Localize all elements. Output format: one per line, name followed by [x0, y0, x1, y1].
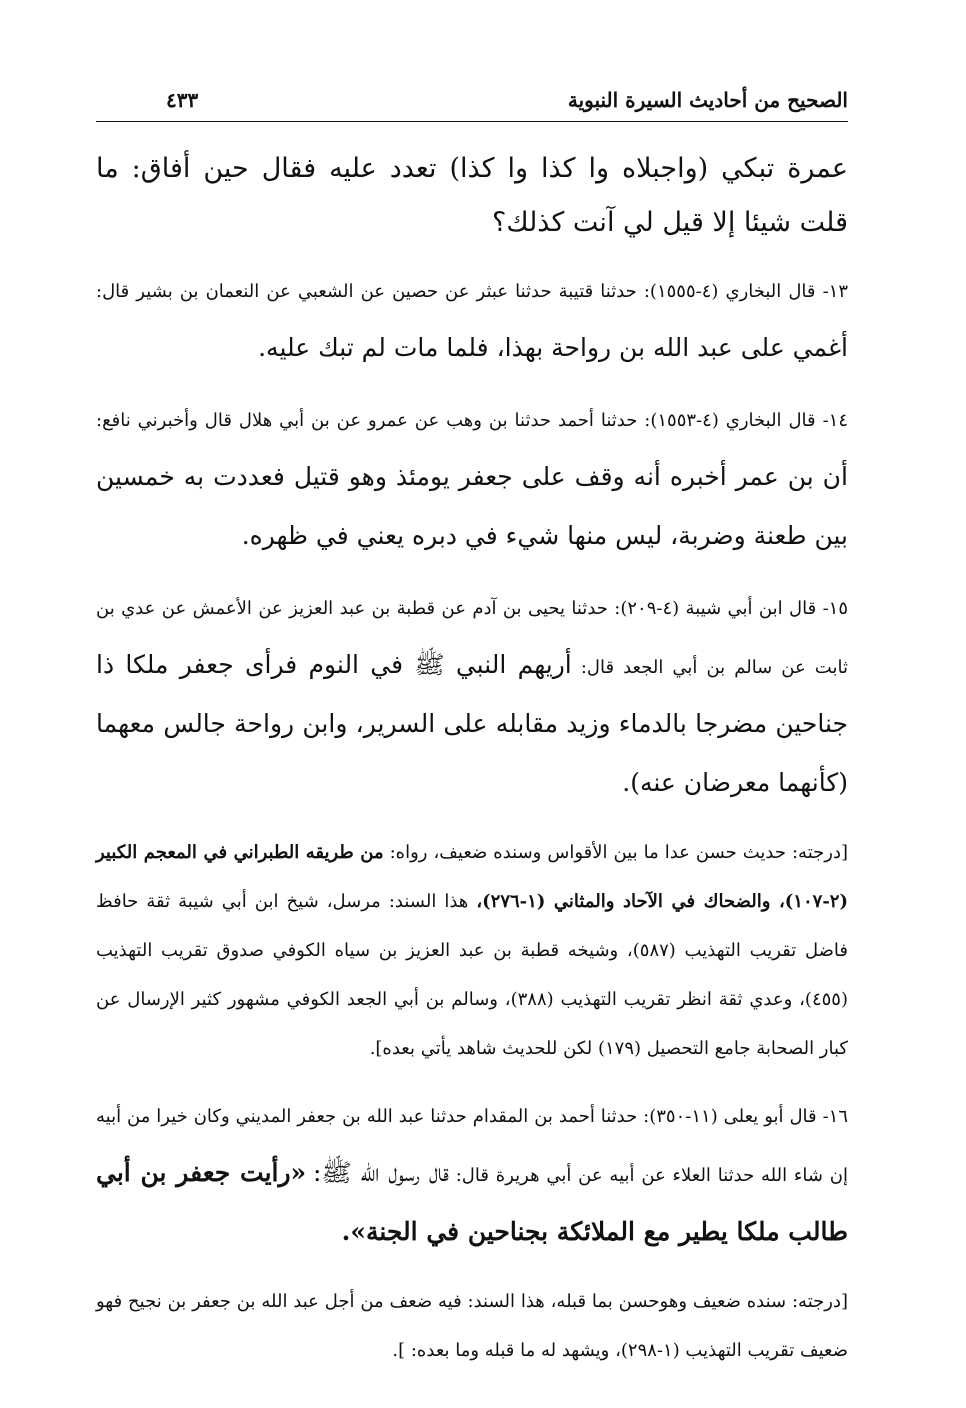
grading-note-16: [96, 1277, 848, 1375]
grading-note-15: [96, 828, 848, 1073]
hadith-15: [96, 581, 848, 814]
page-number: ٤٣٣: [156, 88, 208, 112]
hadith-15-matn: أريهم النبي ﷺ في النوم فرأى جعفر ملكا ذا جناحين مضرجا بالدماء وزيد مقابله على السرير، وابن رواحة جالس معهما (كأنهما معرضان عنه).: [96, 650, 848, 797]
note-15-intro: [درجته: حديث حسن عدا ما بين الأقواس وسنده ضعيف، رواه:: [389, 842, 848, 863]
hadith-13: [96, 264, 848, 379]
note-15-sources: من طريقه الطبراني في المعجم الكبير (٢-١٠٧)، والضحاك في الآحاد والمثاني (١-٢٧٦)،: [96, 842, 848, 912]
hadith-14-isnad: ١٤- قال البخاري (٤-١٥٥٣): حدثنا أحمد حدثنا بن وهب عن عمرو عن بن أبي هلال قال وأخبرني نافع:: [96, 410, 848, 431]
paragraph-text: عمرة تبكي (واجبلاه وا كذا وا كذا) تعدد عليه فقال حين أفاق: ما قلت شيئا إلا قيل لي آنت كذلك؟: [96, 153, 848, 238]
note-15-analysis: هذا السند: مرسل، شيخ ابن أبي شيبة ثقة حافظ فاضل تقريب التهذيب (٥٨٧)، وشيخه قطبة بن عبد العزيز بن سياه الكوفي صدوق تقريب التهذيب (٤٥٥)، وعدي ثقة انظر تقريب التهذيب (٣٨٨)، وسالم بن أبي الجعد الكوفي مشهور كثير الإرسال عن كبار الصحابة جامع التحصيل (١٧٩) لكن للحديث شاهد يأتي بعده].: [96, 891, 849, 1059]
note-16-text: [درجته: سنده ضعيف وهوحسن بما قبله، هذا السند: فيه ضعف من أجل عبد الله بن جعفر بن نجيح فهو ضعيف تقريب التهذيب (١-٢٩٨)، ويشهد له ما قبله وما بعده: ].: [96, 1291, 848, 1361]
hadith-13-matn: أغمي على عبد الله بن رواحة بهذا، فلما مات لم تبك عليه.: [258, 333, 848, 362]
header-rule: [96, 121, 848, 122]
hadith-16-matn-intro: قال رسول الله ﷺ:: [313, 1158, 449, 1187]
hadith-13-isnad: ١٣- قال البخاري (٤-١٥٥٥): حدثنا قتيبة حدثنا عبثر عن حصين عن الشعبي عن النعمان بن بشير قال:: [96, 281, 848, 302]
paragraph-continuation: [96, 142, 848, 250]
hadith-14: [96, 393, 848, 567]
page-body: [96, 142, 848, 1391]
running-header: [96, 86, 848, 122]
hadith-16-matn: «رأيت جعفر بن أبي طالب ملكا يطير مع الملائكة بجناحين في الجنة».: [96, 1158, 848, 1246]
hadith-16-isnad: ١٦- قال أبو يعلى (١١-٣٥٠): حدثنا أحمد بن المقدام حدثنا عبد الله بن جعفر المديني وكان خيرا من أبيه إن شاء الله حدثنا العلاء عن أبيه عن أبي هريرة قال:: [96, 1106, 848, 1186]
hadith-15-isnad: ١٥- قال ابن أبي شيبة (٤-٢٠٩): حدثنا يحيى بن آدم عن قطبة بن عبد العزيز عن الأعمش عن عدي بن ثابت عن سالم بن أبي الجعد قال:: [96, 598, 848, 678]
hadith-14-matn: أن بن عمر أخبره أنه وقف على جعفر يومئذ وهو قتيل فعددت به خمسين بين طعنة وضربة، ليس منها شيء في دبره يعني في ظهره.: [96, 462, 848, 550]
hadith-16: [96, 1089, 848, 1263]
book-title: الصحيح من أحاديث السيرة النبوية: [554, 88, 848, 112]
